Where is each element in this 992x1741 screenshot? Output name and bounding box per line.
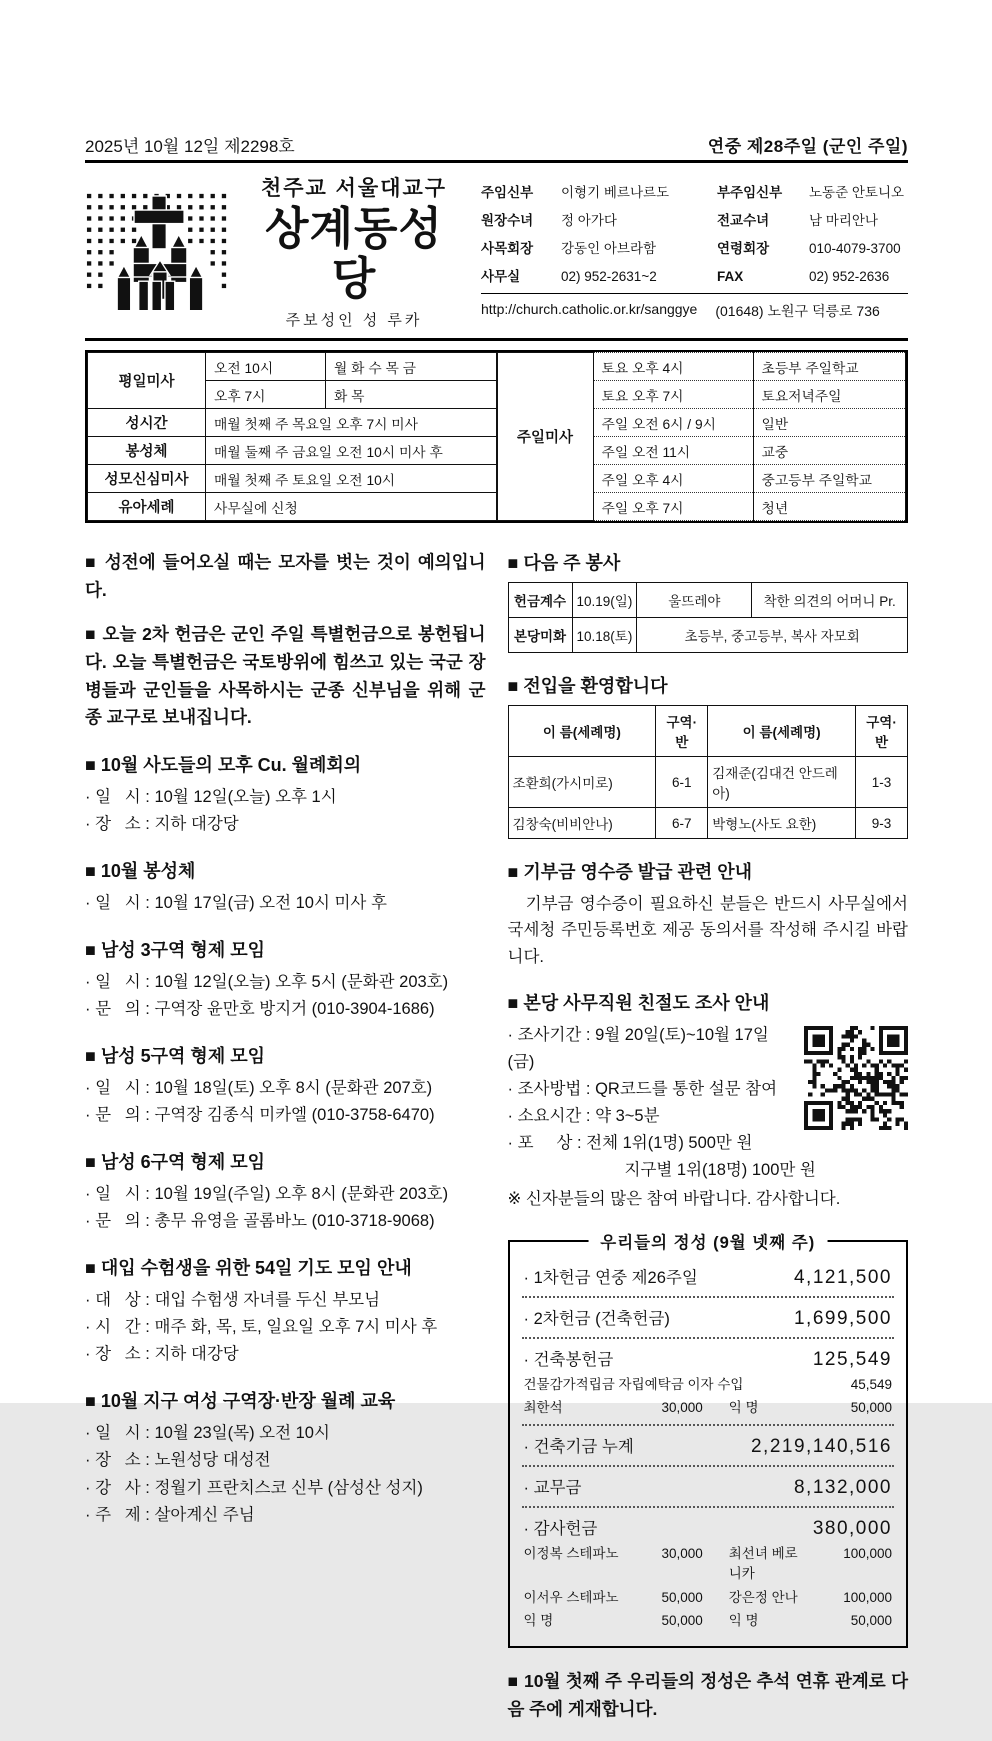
section-women-leaders-training bbox=[85, 1387, 486, 1528]
schedule-group: 토요저녁주일 bbox=[753, 381, 906, 409]
donation-group bbox=[522, 1424, 895, 1465]
donation-row bbox=[522, 1470, 895, 1503]
contact-grid bbox=[481, 181, 908, 285]
section-title: ■ 10월 지구 여성 구역장·반장 월례 교육 bbox=[85, 1391, 396, 1412]
donation-subrow bbox=[522, 1544, 895, 1588]
schedule-time: 주일 오후 4시 bbox=[593, 465, 753, 493]
donation-subamount: 45,549 bbox=[850, 1376, 892, 1392]
donation-label: · 교무금 bbox=[523, 1479, 582, 1497]
member-name: 김창숙(비비안나) bbox=[508, 808, 656, 839]
right-column bbox=[508, 549, 909, 1741]
service-table bbox=[508, 582, 909, 653]
member-zone: 6-7 bbox=[656, 808, 708, 839]
survey-note: ※ 신자분들의 많은 참여 바랍니다. 감사합니다. bbox=[507, 1190, 841, 1209]
service-role: 본당미화 bbox=[508, 618, 572, 653]
schedule-label: 평일미사 bbox=[88, 353, 206, 409]
schedule-text: 매월 첫째 주 목요일 오후 7시 미사 bbox=[206, 409, 497, 437]
table-row bbox=[508, 808, 908, 839]
donation-amount: 380,000 bbox=[812, 1518, 892, 1539]
detail-line: · 일 시 : 10월 18일(토) 오후 8시 (문화관 207호) bbox=[85, 1079, 433, 1098]
col-header: 구역·반 bbox=[656, 706, 708, 757]
col-header: 구역·반 bbox=[856, 706, 908, 757]
service-date: 10.19(일) bbox=[572, 583, 637, 618]
diocese-name: 천주교 서울대교구 bbox=[260, 177, 448, 200]
schedule-group: 초등부 주일학교 bbox=[753, 353, 906, 381]
donor-name: 최한석 bbox=[523, 1399, 563, 1415]
section-welcome-new-members bbox=[508, 672, 909, 839]
detail-line: · 포 상 : 전체 1위(1명) 500만 원 bbox=[507, 1134, 753, 1153]
section-title: ■ 기부금 영수증 발급 관련 안내 bbox=[507, 862, 753, 882]
schedule-time: 주일 오전 6시 / 9시 bbox=[593, 409, 753, 437]
section-title: ■ 10월 사도들의 모후 Cu. 월례회의 bbox=[85, 754, 362, 775]
service-date: 10.18(토) bbox=[572, 618, 637, 653]
donation-subrow bbox=[522, 1611, 895, 1634]
donation-row bbox=[522, 1301, 895, 1334]
donation-amount: 125,549 bbox=[812, 1348, 892, 1370]
contact-info bbox=[473, 181, 908, 321]
left-column bbox=[85, 549, 486, 1741]
schedule-time: 오후 7시 bbox=[206, 381, 326, 409]
donation-label: · 건축기금 누계 bbox=[523, 1438, 634, 1456]
donation-label: · 감사헌금 bbox=[523, 1520, 598, 1538]
member-zone: 9-3 bbox=[856, 808, 908, 839]
section-title: ■ 남성 3구역 형제 모임 bbox=[85, 939, 265, 960]
donation-label: · 2차헌금 (건축헌금) bbox=[523, 1309, 670, 1328]
section-title: ■ 남성 6구역 형제 모임 bbox=[85, 1152, 265, 1173]
schedule-days: 월 화 수 목 금 bbox=[326, 353, 497, 381]
donation-group bbox=[522, 1506, 895, 1637]
section-title: ■ 전입을 환영합니다 bbox=[507, 676, 668, 696]
survey-body bbox=[508, 1022, 909, 1213]
donation-row bbox=[522, 1342, 895, 1375]
section-exam-prayer bbox=[85, 1254, 486, 1368]
detail-line: · 문 의 : 구역장 윤만호 방지거 (010-3904-1686) bbox=[85, 1000, 435, 1019]
donor-amount: 50,000 bbox=[850, 1612, 892, 1628]
donation-sublabel: 건물감가적립금 자립예탁금 이자 수입 bbox=[523, 1376, 744, 1392]
sunday-schedule bbox=[497, 352, 907, 521]
section-men-district6 bbox=[85, 1148, 486, 1235]
donation-amount: 2,219,140,516 bbox=[750, 1436, 892, 1457]
detail-line: · 장 소 : 지하 대강당 bbox=[85, 814, 239, 833]
masthead bbox=[85, 163, 908, 341]
schedule-time: 주일 오후 7시 bbox=[593, 493, 753, 521]
contact-value: 010-4079-3700 bbox=[809, 241, 901, 256]
schedule-time: 토요 오후 7시 bbox=[593, 381, 753, 409]
service-group: 초등부, 중고등부, 복사 자모회 bbox=[637, 618, 908, 653]
section-donation-receipt bbox=[508, 858, 909, 970]
detail-line: · 시 간 : 매주 화, 목, 토, 일요일 오후 7시 미사 후 bbox=[85, 1318, 438, 1337]
detail-line: · 장 소 : 노원성당 대성전 bbox=[85, 1451, 271, 1470]
church-logo-icon bbox=[85, 192, 235, 310]
site-address-row bbox=[481, 293, 908, 321]
notice-military-collection: ■ 오늘 2차 헌금은 군인 주일 특별헌금으로 봉헌됩니다. 오늘 특별헌금은 국토방위에 힘쓰고 있는 국군 장병들과 군인들을 사목하시는 군종 신부님을 위해 군종 교구로 보내집니다. bbox=[85, 624, 486, 728]
donation-label: · 건축봉헌금 bbox=[523, 1350, 614, 1369]
church-identity bbox=[245, 172, 463, 330]
contact-label: 사목회장 bbox=[481, 241, 534, 256]
receipt-body: 기부금 영수증이 필요하신 분들은 반드시 사무실에서 국세청 주민등록번호 제공 동의서를 작성해 주시길 바랍니다. bbox=[507, 895, 908, 966]
donor-name: 이정복 스테파노 bbox=[523, 1546, 619, 1561]
patron-saint: 주보성인 성 루카 bbox=[285, 312, 423, 329]
schedule-group: 청년 bbox=[753, 493, 906, 521]
schedule-text: 매월 첫째 주 토요일 오전 10시 bbox=[206, 465, 497, 493]
section-next-week-service bbox=[508, 549, 909, 653]
table-row bbox=[508, 618, 908, 653]
donor-name: 익 명 bbox=[728, 1399, 759, 1415]
schedule-text: 매월 둘째 주 금요일 오전 10시 미사 후 bbox=[206, 437, 497, 465]
weekday-schedule bbox=[87, 352, 497, 521]
donor-name: 최선녀 베로니카 bbox=[728, 1546, 798, 1582]
donor-name: 익 명 bbox=[728, 1612, 759, 1628]
section-title: ■ 10월 봉성체 bbox=[85, 860, 196, 881]
detail-line: · 일 시 : 10월 12일(오늘) 오후 5시 (문화관 203호) bbox=[85, 972, 449, 991]
bulletin-body bbox=[85, 549, 908, 1741]
section-title: ■ 남성 5구역 형제 모임 bbox=[85, 1046, 265, 1067]
contact-label: 사무실 bbox=[481, 269, 521, 284]
section-men-district5 bbox=[85, 1042, 486, 1129]
donation-group bbox=[522, 1465, 895, 1506]
contact-label: 원장수녀 bbox=[481, 213, 534, 228]
member-zone: 6-1 bbox=[656, 757, 708, 808]
contact-label: 전교수녀 bbox=[717, 213, 770, 228]
church-name: 상계동성당 bbox=[265, 203, 443, 304]
donor-amount: 30,000 bbox=[661, 1399, 703, 1415]
section-communion-visit bbox=[85, 857, 486, 917]
service-role: 헌금계수 bbox=[508, 583, 572, 618]
donation-box-title: 우리들의 정성 (9월 넷째 주) bbox=[588, 1229, 827, 1253]
schedule-time: 토요 오후 4시 bbox=[593, 353, 753, 381]
detail-line: · 소요시간 : 약 3~5분 bbox=[507, 1107, 660, 1126]
contact-label: 주임신부 bbox=[481, 185, 534, 200]
donor-name: 이서우 스테파노 bbox=[523, 1589, 619, 1605]
member-name: 김재준(김대건 안드레아) bbox=[708, 757, 856, 808]
contact-value: 강동인 아브라함 bbox=[561, 241, 657, 256]
contact-value: 02) 952-2631~2 bbox=[561, 269, 657, 284]
table-row bbox=[508, 583, 908, 618]
detail-line: · 강 사 : 정월기 프란치스코 신부 (삼성산 성지) bbox=[85, 1478, 423, 1497]
donation-subrow bbox=[522, 1588, 895, 1611]
contact-label: FAX bbox=[717, 269, 744, 284]
contact-label: 연령회장 bbox=[717, 241, 770, 256]
liturgical-week-title: 연중 제28주일 (군인 주일) bbox=[707, 137, 908, 156]
schedule-group: 교중 bbox=[753, 437, 906, 465]
donation-row bbox=[522, 1511, 895, 1544]
donation-group bbox=[522, 1296, 895, 1337]
schedule-group: 중고등부 주일학교 bbox=[753, 465, 906, 493]
section-men-district3 bbox=[85, 936, 486, 1023]
detail-line: · 장 소 : 지하 대강당 bbox=[85, 1345, 239, 1364]
donation-subrow bbox=[522, 1375, 895, 1398]
website-url: http://church.catholic.or.kr/sanggye bbox=[481, 301, 698, 317]
detail-line: 지구별 1위(18명) 100만 원 bbox=[624, 1161, 816, 1180]
section-title: ■ 다음 주 봉사 bbox=[507, 553, 621, 573]
contact-label: 부주임신부 bbox=[717, 185, 783, 200]
schedule-label: 성시간 bbox=[88, 409, 206, 437]
schedule-label: 봉성체 bbox=[88, 437, 206, 465]
col-header: 이 름(세례명) bbox=[508, 706, 656, 757]
notice-chuseok-postponed: ■ 10월 첫째 주 우리들의 정성은 추석 연휴 관계로 다음 주에 게재합니다. bbox=[507, 1671, 908, 1719]
donation-group bbox=[522, 1337, 895, 1425]
detail-line: · 주 제 : 살아계신 주님 bbox=[85, 1505, 255, 1524]
service-group: 착한 의견의 어머니 Pr. bbox=[752, 583, 908, 618]
donor-amount: 30,000 bbox=[661, 1546, 703, 1561]
donation-subrow bbox=[522, 1398, 895, 1421]
notice-hat-etiquette: ■ 성전에 들어오실 때는 모자를 벗는 것이 예의입니다. bbox=[85, 552, 486, 600]
section-legion-meeting bbox=[85, 751, 486, 838]
donor-amount: 100,000 bbox=[843, 1589, 892, 1605]
donor-amount: 50,000 bbox=[850, 1399, 892, 1415]
detail-line: · 일 시 : 10월 23일(목) 오전 10시 bbox=[85, 1424, 330, 1443]
table-header-row bbox=[508, 706, 908, 757]
detail-line: · 일 시 : 10월 12일(오늘) 오후 1시 bbox=[85, 787, 337, 806]
contact-value: 노동준 안토니오 bbox=[809, 185, 905, 200]
schedule-time: 주일 오전 11시 bbox=[593, 437, 753, 465]
postal-address: (01648) 노원구 덕릉로 736 bbox=[715, 303, 880, 319]
detail-line: · 문 의 : 구역장 김종식 미카엘 (010-3758-6470) bbox=[85, 1106, 435, 1125]
contact-value: 정 아가다 bbox=[561, 213, 617, 228]
detail-line: · 일 시 : 10월 17일(금) 오전 10시 미사 후 bbox=[85, 893, 387, 912]
contact-value: 이형기 베르나르도 bbox=[561, 185, 670, 200]
donation-amount: 1,699,500 bbox=[793, 1307, 892, 1329]
donor-amount: 50,000 bbox=[661, 1589, 703, 1605]
col-header: 이 름(세례명) bbox=[708, 706, 856, 757]
schedule-time: 오전 10시 bbox=[206, 353, 326, 381]
detail-line: · 대 상 : 대입 수험생 자녀를 두신 부모님 bbox=[85, 1291, 381, 1310]
schedule-label: 유아세례 bbox=[88, 493, 206, 521]
detail-line: · 문 의 : 총무 유영을 골롬바노 (010-3718-9068) bbox=[85, 1212, 435, 1231]
mass-schedule-table bbox=[85, 350, 908, 523]
donation-row bbox=[522, 1429, 895, 1462]
schedule-label: 성모신심미사 bbox=[88, 465, 206, 493]
detail-line: · 일 시 : 10월 19일(주일) 오후 8시 (문화관 203호) bbox=[85, 1185, 449, 1204]
contact-value: 02) 952-2636 bbox=[809, 269, 890, 284]
donor-name: 익 명 bbox=[523, 1612, 554, 1628]
masthead-top-row bbox=[85, 132, 908, 163]
welcome-table bbox=[508, 705, 909, 839]
schedule-text: 사무실에 신청 bbox=[206, 493, 497, 521]
donor-amount: 100,000 bbox=[843, 1546, 892, 1561]
schedule-days: 화 목 bbox=[326, 381, 497, 409]
member-name: 조환희(가시미로) bbox=[508, 757, 656, 808]
issue-line: 2025년 10월 12일 제2298호 bbox=[85, 137, 295, 156]
table-row bbox=[508, 757, 908, 808]
donation-group bbox=[522, 1257, 895, 1296]
section-title: ■ 대입 수험생을 위한 54일 기도 모임 안내 bbox=[85, 1258, 412, 1279]
contact-value: 남 마리안나 bbox=[809, 213, 878, 228]
donation-amount: 8,132,000 bbox=[793, 1477, 892, 1498]
section-title: ■ 본당 사무직원 친절도 조사 안내 bbox=[507, 993, 770, 1014]
section-kindness-survey bbox=[508, 989, 909, 1213]
donation-row bbox=[522, 1260, 895, 1293]
donation-label: · 1차헌금 연중 제26주일 bbox=[523, 1268, 698, 1287]
schedule-group: 일반 bbox=[753, 409, 906, 437]
member-zone: 1-3 bbox=[856, 757, 908, 808]
detail-line: · 조사기간 : 9월 20일(토)~10월 17일(금) bbox=[507, 1026, 769, 1072]
member-name: 박형노(사도 요한) bbox=[708, 808, 856, 839]
donation-amount: 4,121,500 bbox=[793, 1266, 892, 1288]
detail-line: · 조사방법 : QR코드를 통한 설문 참여 bbox=[507, 1080, 778, 1099]
donor-amount: 50,000 bbox=[661, 1612, 703, 1628]
donor-name: 강은정 안나 bbox=[728, 1589, 798, 1605]
survey-qr-code bbox=[804, 1026, 908, 1130]
schedule-label: 주일미사 bbox=[497, 353, 593, 521]
service-group: 울뜨레야 bbox=[637, 583, 752, 618]
donation-summary-box bbox=[508, 1233, 909, 1649]
